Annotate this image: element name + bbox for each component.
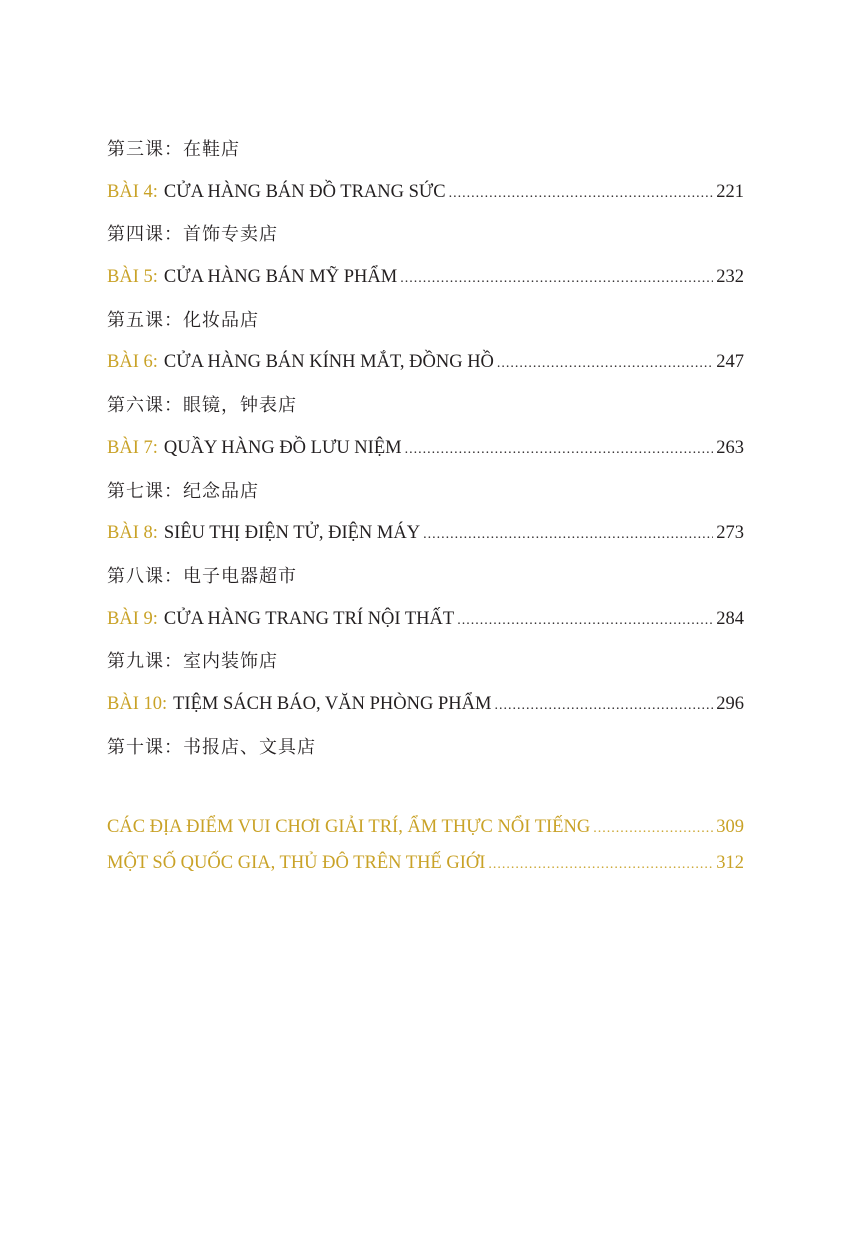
appendix-title: MỘT SỐ QUỐC GIA, THỦ ĐÔ TRÊN THẾ GIỚI	[107, 853, 486, 874]
toc-entry-lesson-6[interactable]	[107, 341, 744, 384]
chinese-lesson-text: 第八课：电子电器超市	[107, 565, 297, 586]
chinese-lesson-title	[107, 555, 744, 598]
chinese-lesson-title	[107, 213, 744, 256]
chinese-lesson-text: 第七课：纪念品店	[107, 480, 259, 501]
page-number: 284	[716, 608, 744, 629]
page-number: 296	[716, 693, 744, 714]
chinese-lesson-title	[107, 299, 744, 342]
page-number: 312	[716, 853, 744, 874]
page-number: 221	[716, 181, 744, 202]
lesson-title: CỬA HÀNG TRANG TRÍ NỘI THẤT	[163, 608, 455, 629]
dot-leader	[494, 685, 713, 728]
toc-entry-lesson-4[interactable]	[107, 171, 744, 214]
dot-leader	[497, 343, 713, 386]
lesson-title: TIỆM SÁCH BÁO, VĂN PHÒNG PHẨM	[173, 693, 492, 714]
page-number: 263	[716, 437, 744, 458]
lesson-title: CỬA HÀNG BÁN ĐỒ TRANG SỨC	[163, 181, 446, 202]
toc-entry-lesson-7[interactable]	[107, 427, 744, 470]
chinese-lesson-title	[107, 470, 744, 513]
lesson-number: BÀI 9:	[107, 608, 158, 629]
dot-leader	[423, 514, 713, 557]
chinese-lesson-title	[107, 726, 744, 769]
lesson-title: SIÊU THỊ ĐIỆN TỬ, ĐIỆN MÁY	[163, 523, 421, 544]
dot-leader	[400, 258, 713, 301]
chinese-lesson-title	[107, 128, 744, 171]
toc-entry-lesson-9[interactable]	[107, 598, 744, 641]
page-number: 232	[716, 267, 744, 288]
page-number: 273	[716, 523, 744, 544]
toc-entry-appendix-entertainment[interactable]	[107, 809, 744, 845]
lesson-title: CỬA HÀNG BÁN MỸ PHẨM	[163, 267, 398, 288]
lesson-number: BÀI 7:	[107, 437, 158, 458]
chinese-lesson-text: 第九课：室内装饰店	[107, 651, 278, 672]
toc-entry-lesson-8[interactable]	[107, 512, 744, 555]
chinese-lesson-text: 第五课：化妆品店	[107, 309, 259, 330]
dot-leader	[449, 173, 714, 216]
chinese-lesson-title	[107, 384, 744, 427]
appendix-title: CÁC ĐỊA ĐIỂM VUI CHƠI GIẢI TRÍ, ẨM THỰC NỔI TIẾNG	[107, 817, 591, 838]
page-number: 309	[716, 817, 744, 838]
dot-leader	[593, 811, 713, 847]
section-spacer	[107, 768, 744, 809]
lesson-number: BÀI 10:	[107, 693, 168, 714]
lesson-number: BÀI 6:	[107, 352, 158, 373]
toc-entry-appendix-countries[interactable]	[107, 845, 744, 881]
dot-leader	[457, 600, 713, 643]
dot-leader	[488, 847, 713, 883]
table-of-contents	[107, 128, 744, 881]
chinese-lesson-text: 第十课：书报店、文具店	[107, 736, 316, 757]
lesson-number: BÀI 4:	[107, 181, 158, 202]
lesson-number: BÀI 5:	[107, 267, 158, 288]
dot-leader	[405, 429, 714, 472]
toc-entry-lesson-10[interactable]	[107, 683, 744, 726]
lesson-title: CỬA HÀNG BÁN KÍNH MẮT, ĐỒNG HỒ	[163, 352, 494, 373]
page-number: 247	[716, 352, 744, 373]
chinese-lesson-text: 第三课：在鞋店	[107, 139, 240, 159]
chinese-lesson-text: 第四课：首饰专卖店	[107, 224, 278, 245]
toc-entry-lesson-5[interactable]	[107, 256, 744, 299]
lesson-number: BÀI 8:	[107, 523, 158, 544]
chinese-lesson-title	[107, 640, 744, 683]
lesson-title: QUẦY HÀNG ĐỒ LƯU NIỆM	[163, 437, 402, 458]
chinese-lesson-text: 第六课：眼镜，钟表店	[107, 395, 297, 416]
